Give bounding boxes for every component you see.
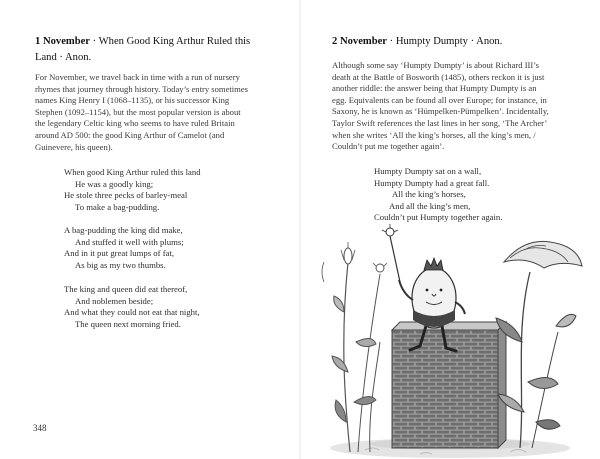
poem-line: The king and queen did eat thereof,	[64, 284, 188, 294]
left-intro-line: Guinevere, his queen).	[35, 141, 113, 152]
poem-line: Humpty Dumpty had a great fall.	[374, 177, 490, 188]
left-poem-stanza-3	[64, 284, 200, 330]
poem-line: He was a goodly king;	[75, 178, 154, 189]
poem-line: And noblemen beside;	[75, 295, 154, 306]
poem-line: Couldn’t put Humpty together again.	[374, 212, 503, 223]
poem-line: As big as my two thumbs.	[75, 259, 166, 270]
right-intro-line: another riddle: the answer being that Humpty Dumpty is an	[332, 83, 537, 94]
poem-line: To make a bag-pudding.	[75, 201, 160, 212]
poem-line: Humpty Dumpty sat on a wall,	[374, 166, 482, 176]
right-intro-line: Saxony, he is known as ‘Hümpelken-Pümpelken’. Incidentally,	[332, 106, 549, 117]
right-intro-line: egg. Equivalents can be found all over Europe; for instance, in	[332, 94, 547, 105]
poem-line: A bag-pudding the king did make,	[64, 225, 183, 235]
right-intro	[332, 60, 594, 153]
left-poem-stanza-1	[64, 167, 201, 213]
left-intro-line: Stephen (1092–1154), but the most popular version is about	[35, 106, 241, 117]
right-intro-line: Taylor Swift references the last lines in her song, ‘The Archer’	[332, 117, 548, 128]
poem-line: And in it put great lumps of fat,	[64, 248, 175, 259]
left-intro-line: around AD 500: the good King Arthur of Camelot (and	[35, 129, 225, 140]
right-flower	[496, 241, 582, 448]
right-intro-line: death at the Battle of Bosworth (1485), others reckon it is just	[332, 71, 545, 82]
left-intro-line: For November, we travel back in time with a run of nursery	[35, 72, 240, 82]
right-poem	[374, 166, 502, 224]
left-flowers	[322, 242, 387, 452]
left-intro-line: the legendary Celtic king who seems to have ruled Britain	[35, 118, 235, 129]
right-intro-line: Couldn’t put me together again’.	[332, 141, 445, 152]
left-heading	[35, 34, 250, 65]
left-poem-stanza-2	[64, 225, 184, 271]
right-heading-date: 2 November	[332, 36, 388, 47]
book-gutter	[299, 0, 301, 459]
poem-line: And what they could not eat that night,	[64, 307, 200, 318]
left-intro-line: rhymes that journey through history. Today’s entry sometimes	[35, 83, 249, 94]
brick-wall	[392, 322, 506, 448]
left-intro-line: names King Henry I (1068–1135), or his successor King	[35, 95, 230, 106]
left-heading-date: 1 November	[35, 36, 91, 47]
poem-line: When good King Arthur ruled this land	[64, 167, 201, 177]
right-intro-line: Although some say ‘Humpty Dumpty’ is about Richard III’s	[332, 60, 540, 70]
right-heading-title: · Humpty Dumpty · Anon.	[387, 36, 503, 47]
right-heading	[332, 34, 502, 50]
poem-line: And all the king’s men,	[389, 200, 471, 211]
left-heading-title-cont: Land · Anon.	[35, 51, 92, 63]
humpty-dumpty-illustration	[310, 222, 590, 459]
right-intro-line: when she writes ‘All the king’s horses, all the king’s men, /	[332, 129, 536, 140]
page-number: 348	[33, 423, 47, 433]
poem-line: All the king’s horses,	[392, 189, 466, 200]
poem-line: He stole three pecks of barley-meal	[64, 190, 188, 201]
left-page	[0, 0, 298, 459]
poem-line: And stuffed it well with plums;	[75, 236, 184, 247]
left-heading-title: · When Good King Arthur Ruled this	[90, 36, 251, 47]
poem-line: The queen next morning fried.	[75, 318, 181, 329]
left-intro	[35, 72, 295, 153]
